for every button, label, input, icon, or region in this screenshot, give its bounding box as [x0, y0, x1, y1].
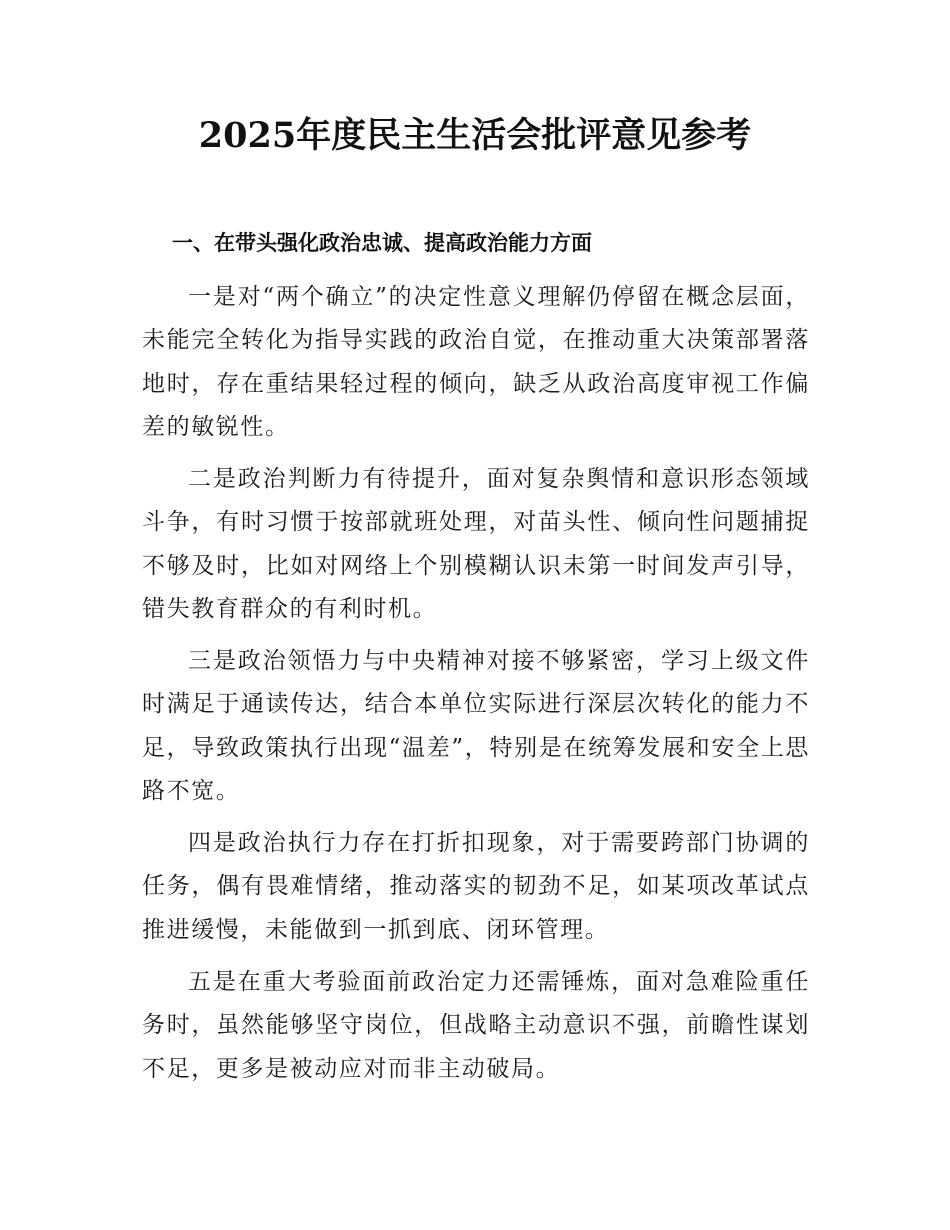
paragraph-4: 四是政治执行力存在打折扣现象，对于需要跨部门协调的任务，偶有畏难情绪，推动落实的韧劲不足，如某项改革试点推进缓慢，未能做到一抓到底、闭环管理。	[142, 830, 810, 943]
document-title: 2025年度民主生活会批评意见参考	[198, 115, 752, 156]
paragraph-1: 一是对“两个确立”的决定性意义理解仍停留在概念层面，未能完全转化为指导实践的政治自觉，在推动重大决策部署落地时，存在重结果轻过程的倾向，缺乏从政治高度审视工作偏差的敏锐性。	[142, 284, 810, 441]
paragraph-3: 三是政治领悟力与中央精神对接不够紧密，学习上级文件时满足于通读传达，结合本单位实际进行深层次转化的能力不足，导致政策执行出现“温差”，特别是在统筹发展和安全上思路不宽。	[142, 648, 810, 805]
section-heading: 一、在带头强化政治忠诚、提高政治能力方面	[172, 231, 592, 255]
paragraph-5: 五是在重大考验面前政治定力还需锤炼，面对急难险重任务时，虽然能够坚守岗位，但战略主动意识不强，前瞻性谋划不足，更多是被动应对而非主动破局。	[142, 969, 810, 1082]
paragraph-2: 二是政治判断力有待提升，面对复杂舆情和意识形态领域斗争，有时习惯于按部就班处理，对苗头性、倾向性问题捕捉不够及时，比如对网络上个别模糊认识未第一时间发声引导，错失教育群众的有利时机。	[142, 466, 810, 623]
